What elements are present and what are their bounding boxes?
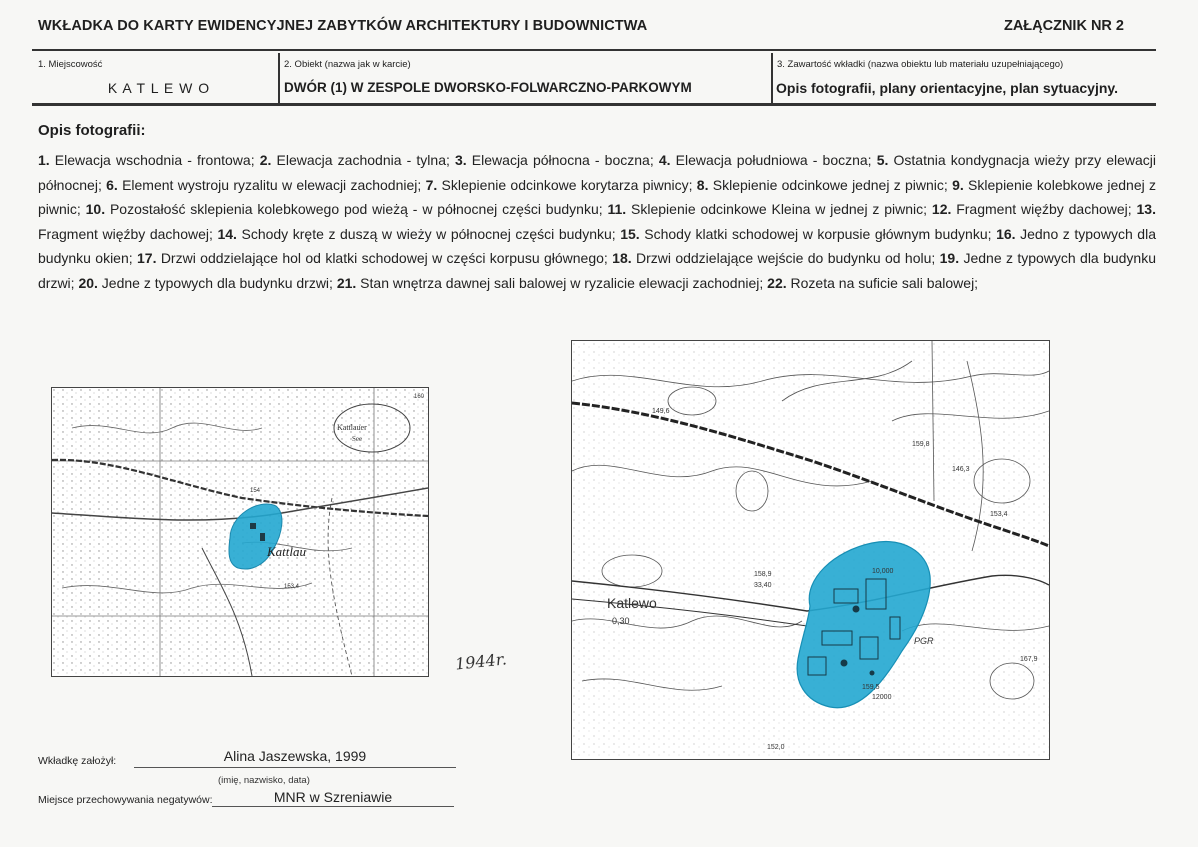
field-divider-2 [771,53,773,105]
photo-item-text: Schody kręte z duszą w wieży w północnej części budynku; [236,225,621,242]
photo-item-number: 4. [658,152,671,168]
header-rule-bottom [32,103,1156,106]
orientation-map-1944 [51,387,429,677]
annex-number: ZAŁĄCZNIK NR 2 [1003,18,1124,34]
photo-item-text: Pozostałość sklepienia kolebkowego pod wieżą - w północnej części budynku; [105,201,608,218]
photo-item-text: Jedne z typowych dla budynku drzwi; [38,250,1156,291]
situation-plan-map [571,340,1050,760]
map2-label-population: 0,30 [612,616,630,626]
photo-item-text: Jedne z typowych dla budynku drzwi; [97,274,337,291]
photo-item-text: Sklepienie kolebkowe jednej z piwnic; [38,176,1157,218]
document-title: WKŁADKA DO KARTY EWIDENCYJNEJ ZABYTKÓW ARCHITEKTURY I BUDOWNICTWA [38,18,648,34]
photo-item-text: Sklepienie odcinkowe Kleina w jednej z piwnic; [626,201,932,218]
photo-item-number: 8. [696,176,709,193]
storage-value: MNR w Szreniawie [273,789,393,805]
map1-label-see: See [352,435,363,443]
field-divider-1 [278,53,280,105]
photo-item-number: 20. [78,274,98,291]
locality-value: K A T L E W O [107,80,211,96]
map2-label-elev-6: 149,6 [652,408,670,415]
founder-caption: (imię, nazwisko, data) [218,775,310,786]
map2-label-elev-1: 158,9 [754,571,772,578]
photo-item-text: Elewacja południowa - boczna; [670,152,877,168]
photo-item-number: 12. [931,201,952,218]
photo-item-text: Rozeta na suficie sali balowej; [786,274,979,291]
founder-label: Wkładkę założył: [38,755,117,767]
photo-item-number: 7. [425,176,438,193]
founder-value: Alina Jaszewska, 1999 [223,748,367,764]
map2-label-elev-9: 152,0 [767,744,785,751]
map1-label-grid: 160 [414,394,425,400]
photo-item-number: 21. [336,274,357,291]
photo-item-number: 13. [1136,201,1156,218]
founder-underline [134,767,456,768]
photo-item-number: 1. [38,152,50,168]
photo-item-text: Sklepienie odcinkowe korytarza piwnicy; [437,176,697,193]
map2-label-elev-3: 159,5 [862,684,880,691]
photo-description-heading: Opis fotografii: [38,122,146,139]
map2-label-elev-5: 153,4 [990,511,1008,518]
contents-value: Opis fotografii, plany orientacyjne, plan sytuacyjny. [776,80,1119,96]
photo-item-number: 3. [455,152,467,168]
photo-item-number: 15. [620,225,640,242]
map2-label-elev-8: 167,9 [1020,656,1038,663]
photo-item-number: 11. [607,201,627,218]
photo-item-number: 5. [876,152,889,168]
photo-item-number: 6. [106,176,118,193]
photo-item-text: Fragment więźby dachowej; [951,201,1137,218]
photo-item-text: Stan wnętrza dawnej sali balowej w ryzalicie elewacji zachodniej; [356,274,768,291]
photo-item-number: 19. [939,250,960,267]
object-value: DWÓR (1) W ZESPOLE DWORSKO-FOLWARCZNO-PARKOWYM [284,80,692,95]
photo-item-text: Sklepienie odcinkowe jednej z piwnic; [708,176,953,193]
map2-label-scale-2: 10,000 [872,568,894,575]
photo-item-text: Drzwi oddzielające wejście do budynku od holu; [631,250,940,267]
object-caption: 2. Obiekt (nazwa jak w karcie) [284,59,411,70]
photo-item-text: Fragment więźby dachowej; [38,225,218,242]
photo-item-number: 9. [952,176,964,193]
photo-item-number: 16. [996,225,1016,242]
map1-label-elev-2: 153,4 [284,584,300,590]
photo-item-text: Jedno z typowych dla budynku okien; [38,225,1156,267]
photo-item-number: 10. [85,201,106,218]
map2-label-elev-2: 33,40 [754,582,772,589]
map2-label-elev-4: 146,3 [952,466,970,473]
photo-item-text: Ostatnia kondygnacja wieży przy elewacji północnej; [38,152,1156,193]
map2-label-elev-7: 159,8 [912,441,930,448]
photo-item-text: Elewacja północna - boczna; [466,152,659,168]
photo-item-text: Element wystroju ryzalitu w elewacji zachodniej; [117,176,426,193]
photo-item-number: 17. [137,250,157,267]
map1-label-lake: Kattlauer [337,423,367,432]
handwritten-year-note: 1944r. [454,649,508,674]
map2-label-village: Katlewo [607,595,657,611]
photo-item-text: Elewacja wschodnia - frontowa; [49,152,260,168]
photo-item-text: Drzwi oddzielające hol od klatki schodowej w części korpusu głównego; [156,250,613,267]
map1-label-village: Kattlau [267,544,307,559]
photo-item-text: Schody klatki schodowej w korpusie głównym budynku; [639,225,997,242]
contents-caption: 3. Zawartość wkładki (nazwa obiektu lub materiału uzupełniającego) [777,59,1064,70]
photo-item-number: 2. [259,152,272,168]
map2-label-scale-1: 12000 [872,694,892,701]
storage-label: Miejsce przechowywania negatywów: [38,794,213,806]
photo-item-number: 18. [612,250,632,267]
storage-underline [212,806,454,807]
header-rule-top [32,49,1156,51]
map1-label-elev-1: 154 [250,488,261,494]
photo-item-number: 14. [217,225,237,242]
photo-item-number: 22. [767,274,787,291]
map2-label-pgr: PGR [914,636,934,646]
photo-item-text: Elewacja zachodnia - tylna; [271,152,455,168]
photo-description-list [38,148,1156,296]
locality-caption: 1. Miejscowość [38,59,103,70]
